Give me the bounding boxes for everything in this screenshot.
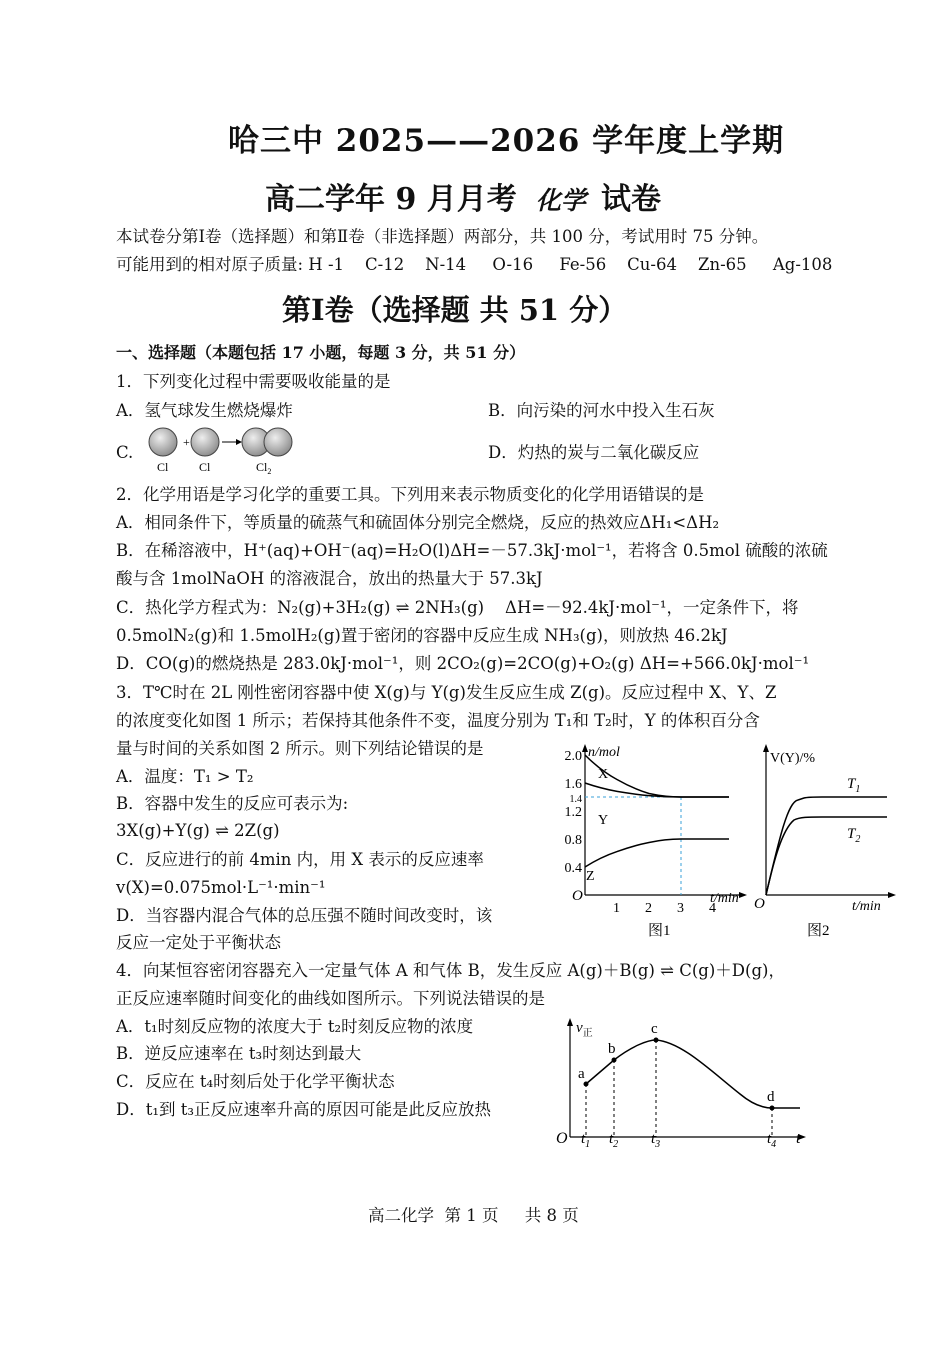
cl-label-2: Cl	[199, 460, 211, 474]
figure3	[552, 1012, 822, 1152]
fig3-tick-t4-sub: 4	[771, 1139, 777, 1150]
title-subject: 化学	[535, 186, 586, 215]
fig3-point-c	[654, 1038, 659, 1043]
fig1-curve-z	[585, 839, 729, 867]
q2-option-a: A．相同条件下，等质量的硫蒸气和硫固体分别完全燃烧，反应的热效应ΔH₁<ΔH₂	[116, 513, 720, 532]
figure1	[548, 740, 753, 940]
fig3-label-d: d	[767, 1089, 775, 1105]
fig1-ytick-1: 1.6	[564, 777, 582, 792]
q2-option-b-line2: 酸与含 1molNaOH 的溶液混合，放出的热量大于 57.3kJ	[116, 569, 543, 588]
q1-chlorine-diagram	[146, 425, 306, 477]
fig2-x-arrow	[888, 892, 896, 898]
q4-option-a: A．t₁时刻反应物的浓度大于 t₂时刻反应物的浓度	[116, 1017, 474, 1036]
fig2-caption: 图2	[807, 923, 830, 939]
q3-option-b-line1: B．容器中发生的反应可表示为:	[116, 794, 349, 813]
fig3-tick-t3	[651, 1131, 660, 1150]
q1-option-c-label: C.	[116, 443, 134, 462]
fig3-label-a: a	[578, 1066, 585, 1082]
fig1-x-arrow	[739, 892, 747, 898]
title-line1: 哈三中 2025——2026 学年度上学期	[228, 123, 785, 159]
fig3-label-b: b	[608, 1041, 616, 1057]
cl-atom-2	[191, 428, 219, 456]
fig2-xlabel: t/min	[852, 899, 881, 914]
fig2-label-t1-sub: 1	[855, 784, 861, 795]
cl2-label-sub: 2	[267, 467, 272, 476]
section-heading: 一、选择题（本题包括 17 小题，每题 3 分，共 51 分）	[116, 343, 526, 362]
intro-line1: 本试卷分第Ⅰ卷（选择题）和第Ⅱ卷（非选择题）两部分，共 100 分，考试用时 75 分钟。	[116, 227, 769, 246]
fig3-tick-t3-main: t	[651, 1131, 656, 1147]
fig1-ytick-5: 0.4	[564, 861, 582, 876]
title-paper: 试卷	[600, 182, 661, 217]
q4-stem-line2: 正反应速率随时间变化的曲线如图所示。下列说法错误的是	[116, 989, 545, 1008]
q4-option-b: B．逆反应速率在 t₃时刻达到最大	[116, 1044, 362, 1063]
part-title: 第Ⅰ卷（选择题 共 51 分）	[282, 293, 628, 327]
fig3-tick-t1-sub: 1	[585, 1139, 591, 1150]
fig3-point-b	[612, 1058, 617, 1063]
fig3-ylabel-sub: 正	[582, 1028, 593, 1039]
q1-option-a: A．氢气球发生燃烧爆炸	[116, 401, 293, 420]
cl2-label-main: Cl	[256, 460, 268, 474]
title-grade: 高二学年 9 月月考	[265, 182, 517, 217]
q2-option-c-line2: 0.5molN₂(g)和 1.5molH₂(g)置于密闭的容器中反应生成 NH₃(g)，则放热 46.2kJ	[116, 626, 728, 645]
q3-option-c-line2: v(X)=0.075mol·L⁻¹·min⁻¹	[116, 878, 326, 897]
fig3-tick-t1-main: t	[581, 1131, 586, 1147]
fig2-label-t1	[847, 776, 860, 795]
fig2-y-arrow	[763, 744, 769, 752]
fig1-xtick-2: 3	[677, 901, 684, 916]
q1-stem: 1．下列变化过程中需要吸收能量的是	[116, 372, 391, 391]
fig1-label-y: Y	[598, 813, 609, 828]
q1-option-d: D．灼热的炭与二氧化碳反应	[488, 443, 700, 462]
cl2-atom-b	[264, 428, 292, 456]
fig3-xlabel: t	[796, 1130, 801, 1147]
figure2	[752, 740, 902, 940]
fig3-tick-t4-main: t	[767, 1131, 772, 1147]
fig3-tick-t2-sub: 2	[613, 1139, 619, 1150]
fig2-label-t1-main: T	[847, 776, 856, 792]
cl2-label	[256, 460, 271, 476]
q1-option-b: B．向污染的河水中投入生石灰	[488, 401, 715, 420]
q3-stem-line2: 的浓度变化如图 1 所示；若保持其他条件不变，温度分别为 T₁和 T₂时，Y 的体积百分含	[116, 711, 760, 730]
fig2-origin: O	[754, 896, 765, 912]
cl-label-1: Cl	[157, 460, 169, 474]
fig3-ylabel	[576, 1020, 593, 1039]
intro-line2: 可能用到的相对原子质量: H -1 C-12 N-14 O-16 Fe-56 Cu-64 Zn-65 Ag-108	[116, 255, 833, 274]
fig1-caption: 图1	[648, 923, 671, 939]
q3-option-a: A．温度：T₁ > T₂	[116, 767, 254, 786]
q2-stem: 2．化学用语是学习化学的重要工具。下列用来表示物质变化的化学用语错误的是	[116, 485, 704, 504]
q4-stem-line1: 4．向某恒容密闭容器充入一定量气体 A 和气体 B，发生反应 A(g)＋B(g) ⇌ C(g)＋D(g)，	[116, 961, 785, 980]
fig3-label-c: c	[651, 1021, 658, 1037]
fig1-ytick-2: 1.4	[569, 794, 582, 805]
fig1-ylabel: n/mol	[588, 745, 620, 760]
q3-option-b-line2: 3X(g)+Y(g) ⇌ 2Z(g)	[116, 821, 280, 840]
fig2-label-t2	[847, 826, 860, 845]
fig1-xtick-3: 4	[709, 901, 716, 916]
fig3-tick-t3-sub: 3	[655, 1139, 661, 1150]
fig1-xtick-0: 1	[613, 901, 620, 916]
arrow-head	[236, 439, 242, 445]
plus-sign: +	[183, 435, 190, 449]
q2-option-c-line1: C．热化学方程式为：N₂(g)+3H₂(g) ⇌ 2NH₃(g) ΔH=－92.4kJ·mol⁻¹，一定条件下，将	[116, 598, 799, 617]
q4-option-d: D．t₁到 t₃正反应速率升高的原因可能是此反应放热	[116, 1100, 491, 1119]
fig1-origin: O	[572, 888, 583, 904]
q3-option-d-line1: D．当容器内混合气体的总压强不随时间改变时，该	[116, 906, 493, 925]
fig1-ytick-3: 1.2	[564, 805, 582, 820]
fig3-origin: O	[556, 1130, 568, 1147]
q3-stem-line1: 3．T℃时在 2L 刚性密闭容器中使 X(g)与 Y(g)发生反应生成 Z(g)。反应过程中 X、Y、Z	[116, 683, 777, 702]
q3-stem-line3: 量与时间的关系如图 2 所示。则下列结论错误的是	[116, 739, 484, 758]
fig1-label-z: Z	[586, 869, 595, 884]
fig1-ytick-0: 2.0	[564, 749, 582, 764]
q2-option-d: D．CO(g)的燃烧热是 283.0kJ·mol⁻¹，则 2CO₂(g)=2CO(g)+O₂(g) ΔH=+566.0kJ·mol⁻¹	[116, 654, 810, 673]
fig3-tick-t2-main: t	[609, 1131, 614, 1147]
q3-option-d-line2: 反应一定处于平衡状态	[116, 933, 281, 952]
fig2-ylabel: V(Y)/%	[770, 751, 816, 766]
fig1-ytick-4: 0.8	[564, 833, 582, 848]
q2-option-b-line1: B．在稀溶液中，H⁺(aq)+OH⁻(aq)=H₂O(l)ΔH=－57.3kJ·mol⁻¹，若将含 0.5mol 硫酸的浓硫	[116, 541, 828, 560]
fig1-xtick-1: 2	[645, 901, 652, 916]
fig1-xlabel: t/min	[710, 891, 739, 906]
fig1-label-x: X	[598, 767, 609, 782]
fig3-point-a	[584, 1082, 589, 1087]
cl-atom-1	[149, 428, 177, 456]
title-line2	[265, 174, 661, 218]
fig2-curve-t1	[766, 797, 887, 895]
q3-option-c-line1: C．反应进行的前 4min 内，用 X 表示的反应速率	[116, 850, 484, 869]
fig3-ylabel-main: v	[576, 1020, 583, 1036]
page-footer: 高二化学 第 1 页 共 8 页	[368, 1206, 579, 1225]
fig3-point-d	[770, 1106, 775, 1111]
fig2-label-t2-main: T	[847, 826, 856, 842]
fig2-curve-t2	[766, 817, 887, 895]
q4-option-c: C．反应在 t₄时刻后处于化学平衡状态	[116, 1072, 395, 1091]
fig3-y-arrow	[567, 1018, 573, 1026]
fig2-label-t2-sub: 2	[855, 834, 861, 845]
